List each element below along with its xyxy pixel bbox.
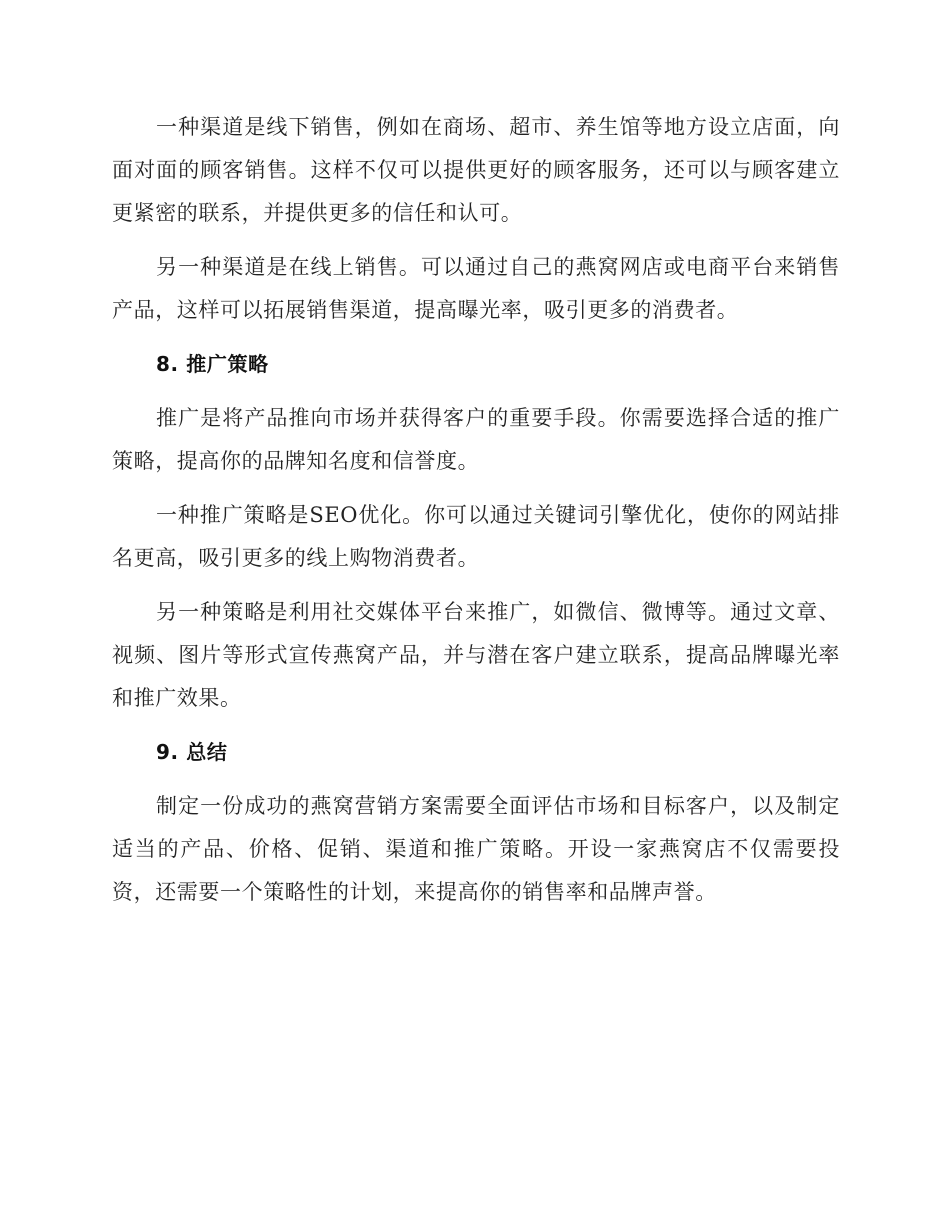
paragraph-online-channel: 另一种渠道是在线上销售。可以通过自己的燕窝网店或电商平台来销售产品，这样可以拓展销售渠道，提高曝光率，吸引更多的消费者。 (112, 255, 840, 322)
document-body (112, 106, 840, 925)
paragraph-offline-channel: 一种渠道是线下销售，例如在商场、超市、养生馆等地方设立店面，向面对面的顾客销售。这样不仅可以提供更好的顾客服务，还可以与顾客建立更紧密的联系，并提供更多的信任和认可。 (112, 115, 840, 225)
section-heading-summary: 9. 总结 (156, 740, 228, 764)
paragraph-social-media: 另一种策略是利用社交媒体平台来推广，如微信、微博等。通过文章、视频、图片等形式宣传燕窝产品，并与潜在客户建立联系，提高品牌曝光率和推广效果。 (112, 600, 840, 710)
section-heading-promotion: 8. 推广策略 (156, 352, 269, 376)
paragraph-promotion-intro: 推广是将产品推向市场并获得客户的重要手段。你需要选择合适的推广策略，提高你的品牌知名度和信誉度。 (112, 406, 840, 473)
paragraph-summary: 制定一份成功的燕窝营销方案需要全面评估市场和目标客户，以及制定适当的产品、价格、促销、渠道和推广策略。开设一家燕窝店不仅需要投资，还需要一个策略性的计划，来提高你的销售率和品牌声誉。 (112, 794, 840, 904)
paragraph-seo: 一种推广策略是SEO优化。你可以通过关键词引擎优化，使你的网站排名更高，吸引更多的线上购物消费者。 (112, 503, 840, 570)
